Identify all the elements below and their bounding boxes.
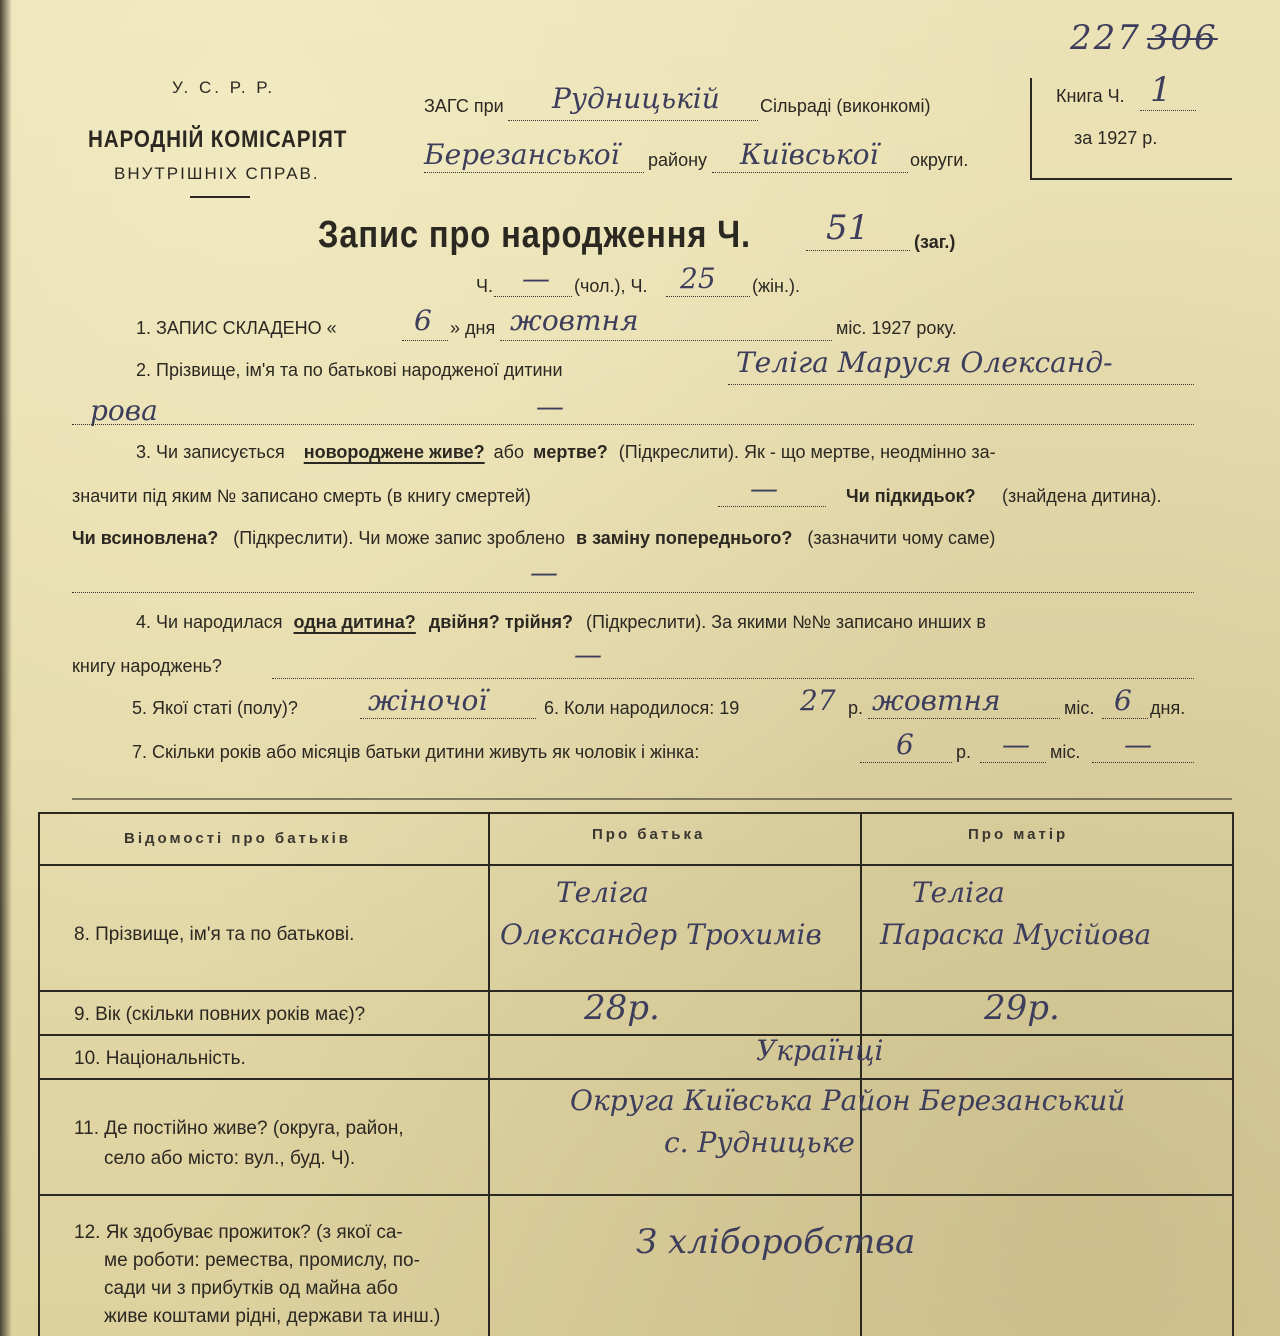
row8-mother-name: Параска Мусійова [880,918,1152,951]
row12-label-2: ме роботи: ремества, промислу, по- [104,1250,420,1271]
item2-dash-hw: — [536,390,564,423]
folio-number [1070,18,1218,58]
item7-years-hw: 6 [896,728,914,761]
item4-a1: 4. Чи народилася [136,612,283,632]
item4-a2: одна дитина? [293,612,416,632]
row9-father-age: 28р. [584,988,660,1028]
row8-mother-surname: Теліга [912,876,1005,909]
item7-years-line [860,762,952,763]
table-row-rule-3 [38,1078,1232,1080]
item3-line-a [136,442,996,463]
item6-day-line [1102,718,1148,719]
book-number-line [1140,110,1196,111]
row12-occupation: З хліборобства [636,1222,916,1262]
item4-b1: книгу народжень? [72,656,222,676]
item5-sex-hw: жіночої [368,684,488,717]
item3-b1: значити під яким № записано смерть (в книгу смертей) [72,486,531,506]
binding-shadow [0,0,12,1336]
zags-council-hw: Рудницькій [552,82,720,115]
item7-months-line [980,762,1046,763]
item4-line-a [136,612,986,633]
row11-residence-2: с. Рудницьке [664,1126,855,1159]
item3-a5: (Підкреслити). Як - що мертве, неодмінно за- [618,442,996,462]
row9-label: 9. Вік (скільки повних років має)? [74,1004,366,1025]
item1-month-line [500,340,832,341]
record-female-hw: 25 [680,262,716,295]
zags-okrug-hw: Київської [740,138,879,171]
table-header-father: Про батька [592,826,706,843]
item6-month-hw: жовтня [872,684,1001,717]
zags-council-suffix: Сільраді (виконкомі) [760,96,931,116]
table-row-rule-2 [38,1034,1232,1036]
record-number-line [806,250,910,251]
row8-label: 8. Прізвище, ім'я та по батькові. [74,924,355,945]
item7-trail-hw: — [1124,728,1152,761]
item6-day-suffix: дня. [1150,698,1186,718]
record-female-label: (жін.). [752,276,800,296]
item2-name2-hw: рова [90,394,158,427]
item4-a4: (Підкреслити). За якими №№ записано инших в [586,612,986,632]
item1-text-a: 1. ЗАПИС СКЛАДЕНО « [136,318,337,338]
item1-day-line [402,340,448,341]
item2-name-line [728,384,1194,385]
item7-trail-line [1092,762,1194,763]
item1-text-c: міс. 1927 року. [836,318,957,338]
row11-label-1: 11. Де постійно живе? (округа, район, [74,1118,404,1139]
item7-years-label: р. [956,742,972,762]
item6-month-line [868,718,1060,719]
book-label: Книга Ч. [1056,86,1125,106]
item5-label: 5. Якої статі (полу)? [132,698,298,718]
table-header-rule [38,864,1232,866]
item3-b-hw: — [750,472,778,505]
item3-b-line [718,506,826,507]
table-header-info: Відомості про батьків [124,830,351,847]
item6-year-suffix: р. [848,698,864,718]
item3-line-d [72,592,1194,593]
item3-c2: (Підкреслити). Чи може запис зроблено [233,528,565,548]
ussr-heading: У. С. Р. Р. [172,78,276,97]
header-rule [190,196,250,198]
item3-b2: Чи підкидьок? [846,486,976,506]
record-sub-ch: Ч. [476,276,493,296]
zags-district-line [424,172,644,173]
item4-b-hw: — [574,638,602,671]
book-year: за 1927 р. [1074,128,1158,148]
zags-district-hw: Березанської [424,138,620,171]
item1-month-hw: жовтня [510,304,639,337]
item6-born-label: 6. Коли народилося: 19 [544,698,740,718]
row10-label: 10. Національність. [74,1048,246,1069]
record-male-hw: — [522,262,550,295]
item3-c3: в заміну попереднього? [576,528,793,548]
item1-text-b: » дня [450,318,496,338]
record-male-label: (чол.), Ч. [574,276,648,296]
section-rule [72,798,1232,800]
item3-a4: мертве? [533,442,608,462]
row9-mother-age: 29р. [984,988,1060,1028]
folio-new: 227 [1070,18,1141,58]
item7-months-hw: — [1002,728,1030,761]
item4-b-line [272,678,1194,679]
table-row-rule-4 [38,1194,1232,1196]
item3-d-hw: — [530,556,558,589]
record-female-line [666,296,750,297]
commissariat-heading: НАРОДНІЙ КОМІСАРІЯТ [88,126,348,153]
item1-day-hw: 6 [414,304,432,337]
zags-council-line [508,120,758,121]
item7-months-label: міс. [1050,742,1081,762]
zags-prefix: ЗАГС при [424,96,504,116]
item2-name-hw: Теліга Маруся Олександ- [736,346,1113,379]
zags-district-label: району [648,150,708,170]
table-header-mother: Про матір [968,826,1069,843]
row12-label-4: живе коштами рідні, держави та инш.) [104,1306,441,1327]
item4-a3: двійня? трійня? [428,612,574,632]
item6-month-suffix: міс. [1064,698,1095,718]
table-col-divider-1 [488,812,490,1336]
item6-day-hw: 6 [1114,684,1132,717]
book-number-hw: 1 [1150,70,1172,110]
item3-a3: або [493,442,525,462]
row10-nationality: Українці [756,1034,884,1067]
folio-old: 306 [1146,18,1218,58]
row11-label-2: село або місто: вул., буд. Ч). [104,1148,356,1169]
item6-year-hw: 27 [800,684,836,717]
item3-c4: (зазначити чому саме) [807,528,996,548]
item2-text: 2. Прізвище, ім'я та по батькові народженої дитини [136,360,563,380]
record-total-suffix: (заг.) [914,232,956,252]
row12-label-3: сади чи з прибутків од майна або [104,1278,398,1299]
item3-b3: (знайдена дитина). [1002,486,1162,506]
item3-c1: Чи всиновлена? [72,528,219,548]
zags-okrug-label: округи. [910,150,969,170]
item2-line2 [72,424,1194,425]
row11-residence-1: Округа Київська Район Березанський [570,1084,1126,1117]
internal-affairs-heading: ВНУТРІШНІХ СПРАВ. [114,164,320,183]
row8-father-surname: Теліга [556,876,649,909]
zags-okrug-line [712,172,908,173]
item3-a1: 3. Чи записується [136,442,285,462]
item3-a2: новороджене живе? [303,442,485,462]
record-number-hw: 51 [826,208,870,248]
item7-label: 7. Скільки років або місяців батьки дитини живуть як чоловік і жінка: [132,742,700,762]
record-title: Запис про народження Ч. [318,214,751,256]
row12-label-1: 12. Як здобуває прожиток? (з якої са- [74,1222,403,1243]
item5-sex-line [360,718,536,719]
row8-father-name: Олександер Трохимів [500,918,822,951]
item3-line-c [72,528,995,549]
record-male-line [494,296,572,297]
